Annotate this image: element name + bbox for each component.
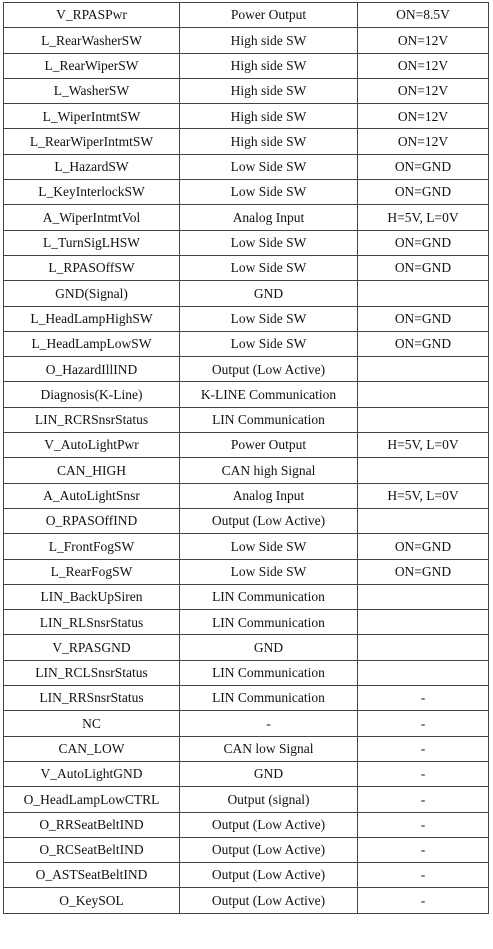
table-row xyxy=(4,863,489,888)
signal-name-cell: L_HeadLampHighSW xyxy=(4,306,180,331)
signal-name-cell: LIN_RCRSnsrStatus xyxy=(4,407,180,432)
signal-type-cell: K-LINE Communication xyxy=(180,382,358,407)
signal-name-cell: CAN_LOW xyxy=(4,736,180,761)
signal-name-cell: L_RearFogSW xyxy=(4,559,180,584)
table-row xyxy=(4,129,489,154)
table-row xyxy=(4,230,489,255)
signal-type-cell: Output (Low Active) xyxy=(180,888,358,913)
signal-type-cell: Power Output xyxy=(180,433,358,458)
signal-type-cell: Output (signal) xyxy=(180,787,358,812)
signal-type-cell: Output (Low Active) xyxy=(180,863,358,888)
signal-name-cell: O_RCSeatBeltIND xyxy=(4,837,180,862)
signal-level-cell: - xyxy=(358,686,489,711)
signal-level-cell: - xyxy=(358,761,489,786)
signal-name-cell: L_HeadLampLowSW xyxy=(4,331,180,356)
signal-type-cell: Low Side SW xyxy=(180,230,358,255)
signal-name-cell: L_RearWasherSW xyxy=(4,28,180,53)
signal-type-cell: Output (Low Active) xyxy=(180,837,358,862)
signal-level-cell: ON=GND xyxy=(358,331,489,356)
signal-name-cell: O_HazardIllIND xyxy=(4,357,180,382)
signal-level-cell xyxy=(358,382,489,407)
table-row xyxy=(4,180,489,205)
signal-type-cell: LIN Communication xyxy=(180,584,358,609)
signal-name-cell: GND(Signal) xyxy=(4,281,180,306)
signal-type-cell: Low Side SW xyxy=(180,559,358,584)
signal-type-cell: Output (Low Active) xyxy=(180,357,358,382)
table-row xyxy=(4,331,489,356)
signal-type-cell: CAN low Signal xyxy=(180,736,358,761)
signal-name-cell: L_RPASOffSW xyxy=(4,255,180,280)
signal-name-cell: V_RPASPwr xyxy=(4,3,180,28)
table-row xyxy=(4,787,489,812)
signal-name-cell: CAN_HIGH xyxy=(4,458,180,483)
signal-name-cell: L_RearWiperIntmtSW xyxy=(4,129,180,154)
table-row xyxy=(4,610,489,635)
table-row xyxy=(4,407,489,432)
signal-level-cell: - xyxy=(358,888,489,913)
table-row xyxy=(4,281,489,306)
signal-level-cell xyxy=(358,508,489,533)
signal-type-cell: Output (Low Active) xyxy=(180,508,358,533)
signal-type-cell: LIN Communication xyxy=(180,407,358,432)
table-row xyxy=(4,3,489,28)
signal-name-cell: A_AutoLightSnsr xyxy=(4,483,180,508)
signal-level-cell: H=5V, L=0V xyxy=(358,483,489,508)
signal-name-cell: O_RPASOffIND xyxy=(4,508,180,533)
signal-level-cell: ON=8.5V xyxy=(358,3,489,28)
signal-level-cell: ON=GND xyxy=(358,154,489,179)
signal-level-cell: ON=12V xyxy=(358,129,489,154)
signal-name-cell: L_RearWiperSW xyxy=(4,53,180,78)
signal-type-cell: Analog Input xyxy=(180,483,358,508)
signal-type-cell: LIN Communication xyxy=(180,686,358,711)
signal-type-cell: High side SW xyxy=(180,104,358,129)
table-row xyxy=(4,154,489,179)
signal-name-cell: L_HazardSW xyxy=(4,154,180,179)
table-row xyxy=(4,483,489,508)
table-row xyxy=(4,812,489,837)
signal-level-cell: - xyxy=(358,787,489,812)
signal-type-cell: Low Side SW xyxy=(180,180,358,205)
signal-type-cell: LIN Communication xyxy=(180,660,358,685)
signal-name-cell: LIN_RCLSnsrStatus xyxy=(4,660,180,685)
table-row xyxy=(4,761,489,786)
table-row xyxy=(4,559,489,584)
signal-name-cell: V_RPASGND xyxy=(4,635,180,660)
signal-level-cell xyxy=(358,635,489,660)
table-row xyxy=(4,534,489,559)
signal-level-cell: ON=12V xyxy=(358,104,489,129)
signal-type-cell: High side SW xyxy=(180,53,358,78)
signal-name-cell: O_RRSeatBeltIND xyxy=(4,812,180,837)
signal-type-cell: GND xyxy=(180,761,358,786)
signal-name-cell: V_AutoLightGND xyxy=(4,761,180,786)
table-row xyxy=(4,458,489,483)
table-row xyxy=(4,635,489,660)
signal-level-cell: ON=GND xyxy=(358,306,489,331)
signal-level-cell xyxy=(358,660,489,685)
signal-level-cell: ON=GND xyxy=(358,230,489,255)
signal-name-cell: L_WiperIntmtSW xyxy=(4,104,180,129)
table-row xyxy=(4,53,489,78)
signal-type-cell: GND xyxy=(180,635,358,660)
signal-level-cell xyxy=(358,407,489,432)
signal-type-cell: Low Side SW xyxy=(180,255,358,280)
signal-type-cell: GND xyxy=(180,281,358,306)
signal-name-cell: L_TurnSigLHSW xyxy=(4,230,180,255)
signal-level-cell: ON=12V xyxy=(358,28,489,53)
signal-level-cell: ON=GND xyxy=(358,559,489,584)
table-row xyxy=(4,433,489,458)
signal-table xyxy=(3,2,489,914)
signal-name-cell: V_AutoLightPwr xyxy=(4,433,180,458)
signal-level-cell xyxy=(358,458,489,483)
signal-name-cell: A_WiperIntmtVol xyxy=(4,205,180,230)
table-row xyxy=(4,686,489,711)
signal-name-cell: L_KeyInterlockSW xyxy=(4,180,180,205)
signal-level-cell: - xyxy=(358,812,489,837)
signal-level-cell: ON=GND xyxy=(358,255,489,280)
signal-level-cell xyxy=(358,281,489,306)
table-row xyxy=(4,205,489,230)
signal-level-cell: ON=12V xyxy=(358,78,489,103)
table-row xyxy=(4,736,489,761)
signal-type-cell: CAN high Signal xyxy=(180,458,358,483)
signal-type-cell: Low Side SW xyxy=(180,331,358,356)
table-row xyxy=(4,357,489,382)
signal-name-cell: NC xyxy=(4,711,180,736)
table-row xyxy=(4,660,489,685)
signal-level-cell xyxy=(358,584,489,609)
signal-type-cell: - xyxy=(180,711,358,736)
signal-level-cell: - xyxy=(358,711,489,736)
signal-level-cell xyxy=(358,610,489,635)
signal-name-cell: L_WasherSW xyxy=(4,78,180,103)
signal-type-cell: Power Output xyxy=(180,3,358,28)
signal-name-cell: Diagnosis(K-Line) xyxy=(4,382,180,407)
signal-name-cell: LIN_RLSnsrStatus xyxy=(4,610,180,635)
signal-type-cell: High side SW xyxy=(180,129,358,154)
signal-name-cell: L_FrontFogSW xyxy=(4,534,180,559)
table-row xyxy=(4,255,489,280)
signal-level-cell: ON=12V xyxy=(358,53,489,78)
signal-type-cell: Low Side SW xyxy=(180,154,358,179)
signal-name-cell: O_ASTSeatBeltIND xyxy=(4,863,180,888)
table-row xyxy=(4,837,489,862)
signal-level-cell: H=5V, L=0V xyxy=(358,205,489,230)
table-row xyxy=(4,711,489,736)
table-row xyxy=(4,306,489,331)
signal-level-cell: - xyxy=(358,837,489,862)
table-row xyxy=(4,78,489,103)
table-row xyxy=(4,382,489,407)
signal-type-cell: High side SW xyxy=(180,78,358,103)
signal-level-cell: H=5V, L=0V xyxy=(358,433,489,458)
signal-name-cell: O_HeadLampLowCTRL xyxy=(4,787,180,812)
table-row xyxy=(4,888,489,913)
signal-name-cell: LIN_RRSnsrStatus xyxy=(4,686,180,711)
signal-name-cell: LIN_BackUpSiren xyxy=(4,584,180,609)
signal-level-cell xyxy=(358,357,489,382)
signal-level-cell: - xyxy=(358,863,489,888)
table-row xyxy=(4,508,489,533)
table-row xyxy=(4,28,489,53)
signal-level-cell: ON=GND xyxy=(358,180,489,205)
signal-type-cell: LIN Communication xyxy=(180,610,358,635)
signal-type-cell: Low Side SW xyxy=(180,306,358,331)
signal-type-cell: Output (Low Active) xyxy=(180,812,358,837)
signal-name-cell: O_KeySOL xyxy=(4,888,180,913)
table-row xyxy=(4,104,489,129)
signal-table-body xyxy=(4,3,489,914)
signal-type-cell: High side SW xyxy=(180,28,358,53)
signal-level-cell: ON=GND xyxy=(358,534,489,559)
signal-type-cell: Analog Input xyxy=(180,205,358,230)
table-row xyxy=(4,584,489,609)
signal-level-cell: - xyxy=(358,736,489,761)
signal-type-cell: Low Side SW xyxy=(180,534,358,559)
